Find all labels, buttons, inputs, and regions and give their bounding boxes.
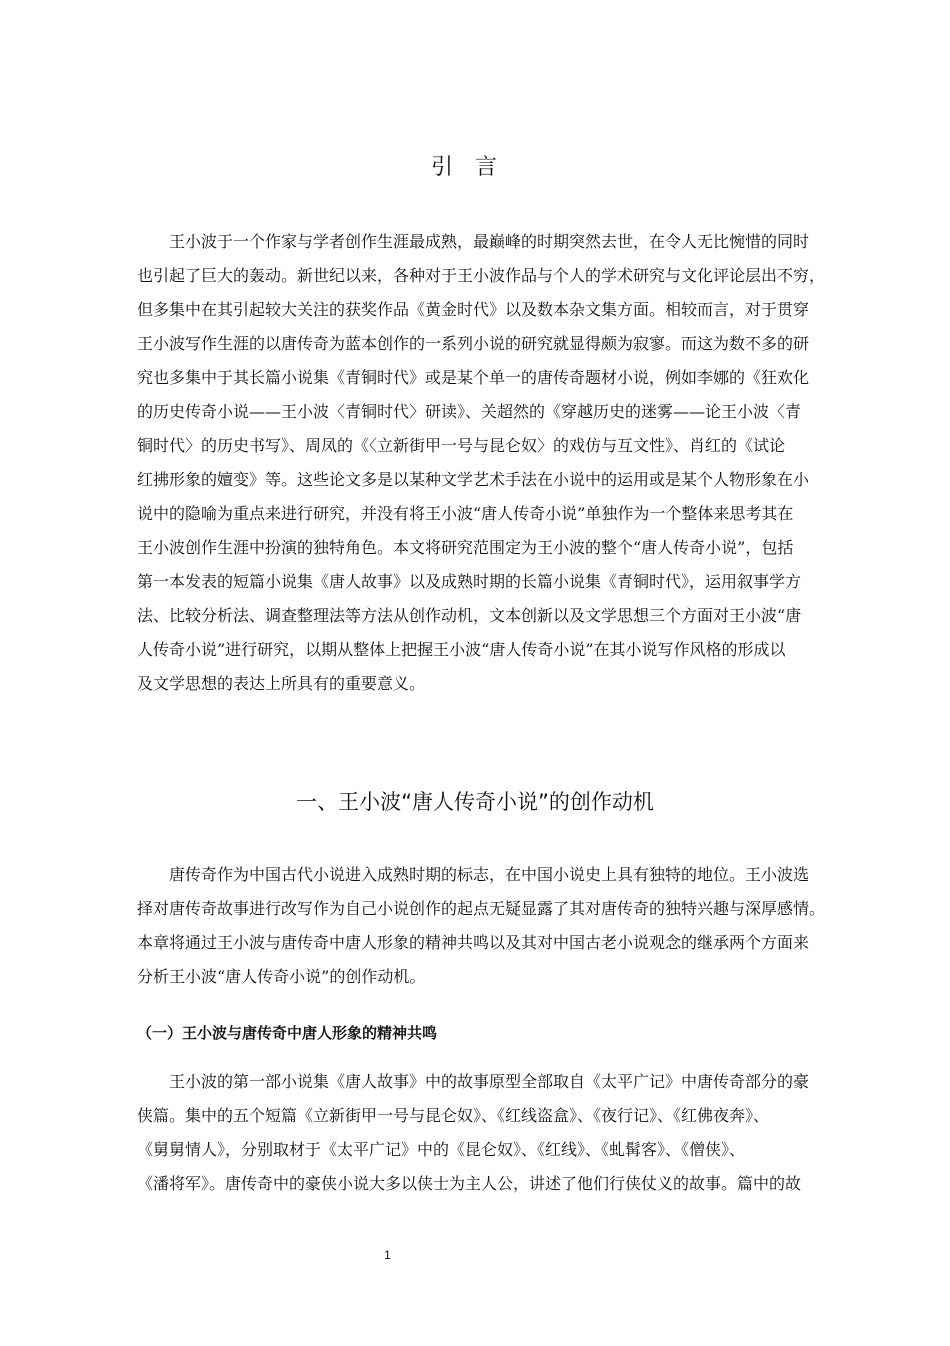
paragraph-line: 《舅舅情人》，分别取材于《太平广记》中的《昆仑奴》、《红线》、《虬髯客》、《僧侠》、 xyxy=(137,1140,746,1159)
paragraph-line: 第一本发表的短篇小说集《唐人故事》以及成熟时期的长篇小说集《青铜时代》，运用叙事学方 xyxy=(137,572,802,591)
paragraph-line: 侠篇。集中的五个短篇《立新街甲一号与昆仑奴》、《红线盗盒》、《夜行记》、《红佛夜奔》、 xyxy=(137,1106,770,1125)
page-number: 1 xyxy=(384,1248,391,1262)
paragraph-line: 法、比较分析法、调查整理法等方法从创作动机，文本创新以及文学思想三个方面对王小波“唐 xyxy=(137,606,802,625)
chapter-heading: 一、王小波“唐人传奇小说”的创作动机 xyxy=(296,790,654,814)
paragraph-line: 红拂形象的嬗变》等。这些论文多是以某种文学艺术手法在小说中的运用或是某个人物形象在小 xyxy=(137,470,810,489)
paragraph-line: 说中的隐喻为重点来进行研究，并没有将王小波“唐人传奇小说”单独作为一个整体来思考其在 xyxy=(137,504,794,523)
paragraph-line: 王小波创作生涯中扮演的独特角色。本文将研究范围定为王小波的整个“唐人传奇小说”，包括 xyxy=(137,538,794,557)
paragraph-line: 及文学思想的表达上所具有的重要意义。 xyxy=(137,674,426,693)
paragraph-line: 王小波写作生涯的以唐传奇为蓝本创作的一系列小说的研究就显得颇为寂寥。而这为数不多的研 xyxy=(137,334,810,353)
paragraph-line: 王小波的第一部小说集《唐人故事》中的故事原型全部取自《太平广记》中唐传奇部分的豪 xyxy=(137,1072,810,1091)
intro-heading: 引言 xyxy=(430,155,519,180)
intro-paragraph xyxy=(137,225,855,701)
paragraph-line: 的历史传奇小说——王小波〈青铜时代〉研读》、关超然的《穿越历史的迷雾——论王小波〈青 xyxy=(137,402,802,421)
paragraph-line: 唐传奇作为中国古代小说进入成熟时期的标志，在中国小说史上具有独特的地位。王小波选 xyxy=(137,865,810,884)
paragraph-line: 分析王小波“唐人传奇小说”的创作动机。 xyxy=(137,967,426,986)
paragraph-line: 《潘将军》。唐传奇中的豪侠小说大多以侠士为主人公，讲述了他们行侠仗义的故事。篇中的故 xyxy=(137,1174,802,1193)
paragraph-line: 本章将通过王小波与唐传奇中唐人形象的精神共鸣以及其对中国古老小说观念的继承两个方面来 xyxy=(137,933,810,952)
section-paragraph xyxy=(137,1065,855,1201)
section-heading: （一）王小波与唐传奇中唐人形象的精神共鸣 xyxy=(137,1024,438,1042)
paragraph-line: 王小波于一个作家与学者创作生涯最成熟，最巅峰的时期突然去世，在令人无比惋惜的同时 xyxy=(137,232,810,251)
paragraph-line: 人传奇小说”进行研究，以期从整体上把握王小波“唐人传奇小说”在其小说写作风格的形成以 xyxy=(137,640,786,659)
paragraph-line: 铜时代〉的历史书写》、周凤的《〈立新街甲一号与昆仑奴〉的戏仿与互文性》、肖红的《试论 xyxy=(137,436,786,455)
paragraph-line: 究也多集中于其长篇小说集《青铜时代》或是某个单一的唐传奇题材小说，例如李娜的《狂欢化 xyxy=(137,368,810,387)
paragraph-line: 但多集中在其引起较大关注的获奖作品《黄金时代》以及数本杂文集方面。相较而言，对于贯穿 xyxy=(137,300,810,319)
chapter-paragraph xyxy=(137,858,855,994)
paragraph-line: 也引起了巨大的轰动。新世纪以来，各种对于王小波作品与个人的学术研究与文化评论层出不穷， xyxy=(137,266,826,285)
paragraph-line: 择对唐传奇故事进行改写作为自己小说创作的起点无疑显露了其对唐传奇的独特兴趣与深厚感情。 xyxy=(137,899,826,918)
